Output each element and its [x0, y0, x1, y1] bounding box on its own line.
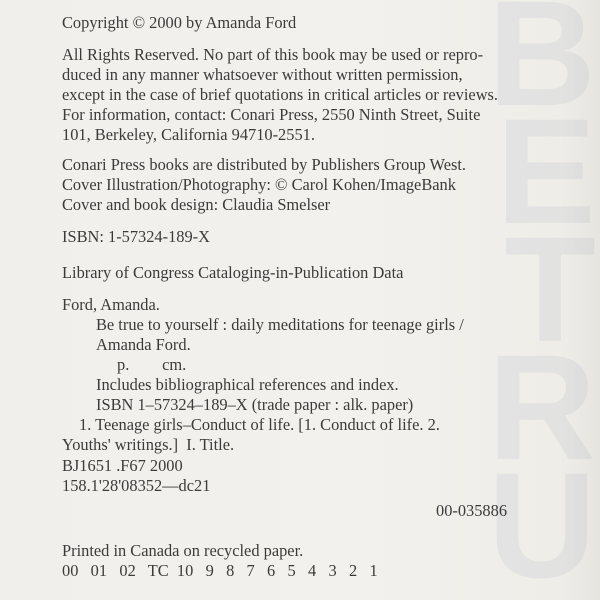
cip-physical: p. cm. — [117, 355, 187, 374]
rights-line-1: All Rights Reserved. No part of this book may be used or repro- — [62, 45, 484, 64]
cip-heading: Library of Congress Cataloging-in-Publication Data — [62, 263, 404, 282]
rights-line-4: For information, contact: Conari Press, 2550 Ninth Street, Suite — [62, 105, 481, 124]
distribution-line-2: Cover Illustration/Photography: © Carol Kohen/ImageBank — [62, 175, 456, 194]
distribution-line-1: Conari Press books are distributed by Publishers Group West. — [62, 155, 467, 174]
distribution-line-3: Cover and book design: Claudia Smelser — [62, 195, 331, 214]
rights-line-3: except in the case of brief quotations in critical articles or reviews. — [62, 85, 499, 104]
printline: 00 01 02 TC 10 9 8 7 6 5 4 3 2 1 — [62, 561, 378, 580]
printed-line: Printed in Canada on recycled paper. — [62, 541, 304, 560]
cip-subjects-line-2: Youths' writings.] I. Title. — [62, 435, 235, 454]
cip-title-line-1: Be true to yourself : daily meditations for teenage girls / — [96, 315, 464, 334]
cip-call-number: BJ1651 .F67 2000 — [62, 456, 183, 475]
cip-author: Ford, Amanda. — [62, 295, 160, 314]
rights-line-5: 101, Berkeley, California 94710-2551. — [62, 125, 315, 144]
copyright-line: Copyright © 2000 by Amanda Ford — [62, 13, 297, 32]
rights-line-2: duced in any manner whatsoever without written permission, — [62, 65, 463, 84]
page-edge-shadow — [560, 0, 600, 600]
cip-dewey: 158.1'28'08352—dc21 — [62, 476, 211, 495]
cip-notes: Includes bibliographical references and index. — [96, 375, 399, 394]
cip-isbn: ISBN 1–57324–189–X (trade paper : alk. paper) — [96, 395, 414, 414]
show-through-cover-art: B E T R U — [487, 0, 594, 600]
isbn-line: ISBN: 1-57324-189-X — [62, 227, 210, 246]
cip-subjects-line-1: 1. Teenage girls–Conduct of life. [1. Conduct of life. 2. — [79, 415, 440, 434]
cip-lccn: 00-035886 — [436, 501, 508, 520]
cip-title-line-2: Amanda Ford. — [96, 335, 191, 354]
